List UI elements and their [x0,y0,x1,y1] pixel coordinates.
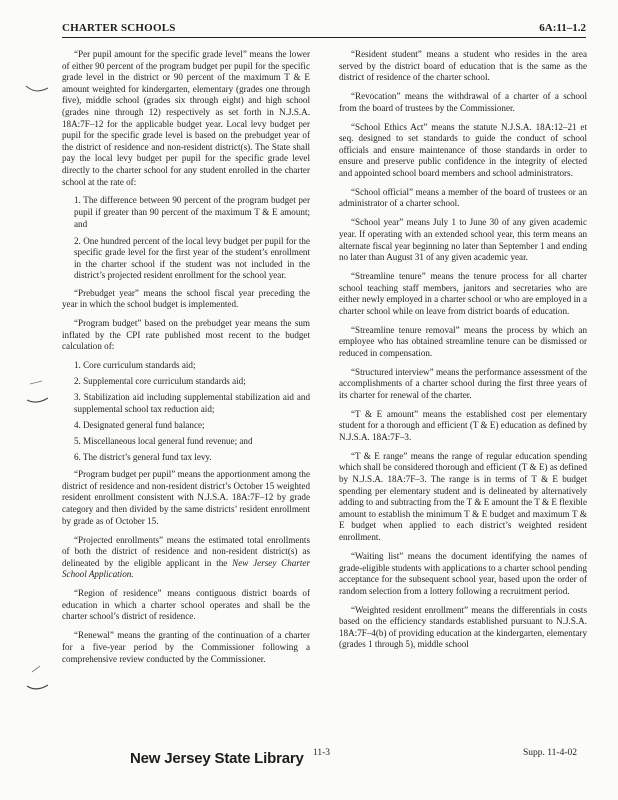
definition-program-budget: “Program budget” based on the prebudget year means the sum inflated by the CPI rate published most recent to the budget calculation of: [62,318,310,352]
page-footer [0,746,618,776]
definition-per-pupil-amount: “Per pupil amount for the specific grade level” means the lower of either 90 percent of the program budget per pupil for the specific grade level in the district or 90 percent of the maximum T & E amount weighted for kindergarten, elementary (grades one through five), middle school (grades six through eight) and high school (grades nine through 12) respectively as set forth in N.J.S.A. 18A:7F–12 for the applicable budget year. Local levy budget per pupil for the specific grade level is based on the prebudget year of the district of residence and non-resident district(s). The State shall pay the local levy budget per pupil for the specific grade level directly to the charter school for any student enrolled in the charter school at the rate of: [62,49,310,187]
list-item: 1. The difference between 90 percent of the program budget per pupil if greater than 90 percent of the maximum T & E amount; and [74,195,310,229]
definition-waiting-list: “Waiting list” means the document identifying the names of grade-eligible students with applications to a charter school pending acceptance for the subsequent school year, based upon the order of random selection from a lottery following a recruitment period. [339,550,587,596]
margin-pencil-mark [24,378,50,408]
list-item: 6. The district’s general fund tax levy. [74,452,212,463]
left-column [62,49,310,672]
definition-text: “Projected enrollments” means the estimated total enrollments of both the district of residence and non-resident district(s) as delineated by the eligible applicant in the [62,534,310,568]
chapter-title: CHARTER SCHOOLS [62,22,176,34]
definition-region-of-residence: “Region of residence” means contiguous district boards of education in which a charter school operates and shall be the charter school’s district of residence. [62,588,310,622]
margin-pencil-mark [24,664,50,694]
definition-weighted-resident-enrollment: “Weighted resident enrollment” means the differentials in costs based on the efficiency standards established pursuant to N.J.S.A. 18A:7F–4(b) of providing education at the kindergarten, elementary (grades 1 through 5), middle school [339,604,587,650]
list-item: 2. Supplemental core curriculum standards aid; [74,376,246,387]
definition-prebudget-year: “Prebudget year” means the school fiscal year preceding the year in which the school budget is implemented. [62,287,310,310]
definition-te-amount: “T & E amount” means the established cost per elementary student for a thorough and efficient (T & E) education as defined by N.J.S.A. 18A:7F–3. [339,408,587,442]
list-item: 3. Stabilization aid including supplemental stabilization aid and supplemental school tax reduction aid; [74,392,310,414]
list-item: 2. One hundred percent of the local levy budget per pupil for the specific grade level for the first year of the student’s enrollment in the charter school if the student was not included in the district’s projected resident enrollment for the school year. [74,235,310,281]
margin-pencil-mark [24,82,50,96]
definition-streamline-tenure: “Streamline tenure” means the tenure process for all charter school teaching staff members, janitors and secretaries who are either newly employed in a charter school or who are employed in a charter school while on leave from district boards of education. [339,270,587,316]
definition-school-official: “School official” means a member of the board of trustees or an administrator of a charter school. [339,186,587,209]
definition-school-ethics-act: “School Ethics Act” means the statute N.J.S.A. 18A:12–21 et seq. designed to set standards to guide the conduct of school officials and ensure maintenance of those standards in order to ensure and preserve public confidence in the integrity of elected and appointed school board members and school administrators. [339,121,587,178]
definition-program-budget-per-pupil: “Program budget per pupil” means the apportionment among the district of residence and non-resident district’s October 15 weighted resident enrollment consistent with N.J.S.A. 18A:7F–12 by grade category and then divided by the same districts’ resident enrollment by grade as of October 15. [62,469,310,526]
section-number: 6A:11–1.2 [539,22,586,34]
supplement-date: Supp. 11-4-02 [523,748,578,758]
list-item: 5. Miscellaneous local general fund revenue; and [74,436,253,447]
right-column [339,49,587,658]
page-number: 11-3 [313,748,331,758]
list-item: 1. Core curriculum standards aid; [74,360,196,371]
definition-te-range: “T & E range” means the range of regular education spending which shall be considered thorough and efficient (T & E) as defined by N.J.S.A. 18A:7F–3. The range is in terms of T & E budget spending per elementary student and is delineated by alternatively adding to and subtracting from the T & E amount the T & E flexible amount to establish the minimum T & E budget and maximum T & E budget when applied to each district’s weighted resident enrollment. [339,450,587,543]
header-rule [62,37,586,38]
definition-projected-enrollments [62,535,310,581]
definition-streamline-tenure-removal: “Streamline tenure removal” means the process by which an employee who has obtained streamline tenure can be dismissed or reduced in compensation. [339,324,587,358]
library-stamp: New Jersey State Library [130,750,304,767]
definition-school-year: “School year” means July 1 to June 30 of any given academic year. If operating with an extended school year, this term means an alternate fiscal year beginning no later than September 1 and ending no later than August 31 of any given academic year. [339,217,587,263]
definition-revocation: “Revocation” means the withdrawal of a charter of a school from the board of trustees by the Commissioner. [339,91,587,113]
definition-renewal: “Renewal” means the granting of the continuation of a charter for a five-year period by the Commissioner following a comprehensive review conducted by the Commissioner. [62,630,310,664]
definition-resident-student: “Resident student” means a student who resides in the area served by the district board of education that is the same as the district of residence of the charter school. [339,49,587,83]
list-item: 4. Designated general fund balance; [74,420,205,431]
application-title: New Jersey Charter School Application. [62,557,310,580]
definition-structured-interview: “Structured interview” means the performance assessment of the accomplishments of a charter school during the first three years of its charter for renewal of the charter. [339,366,587,400]
running-header [62,22,586,40]
